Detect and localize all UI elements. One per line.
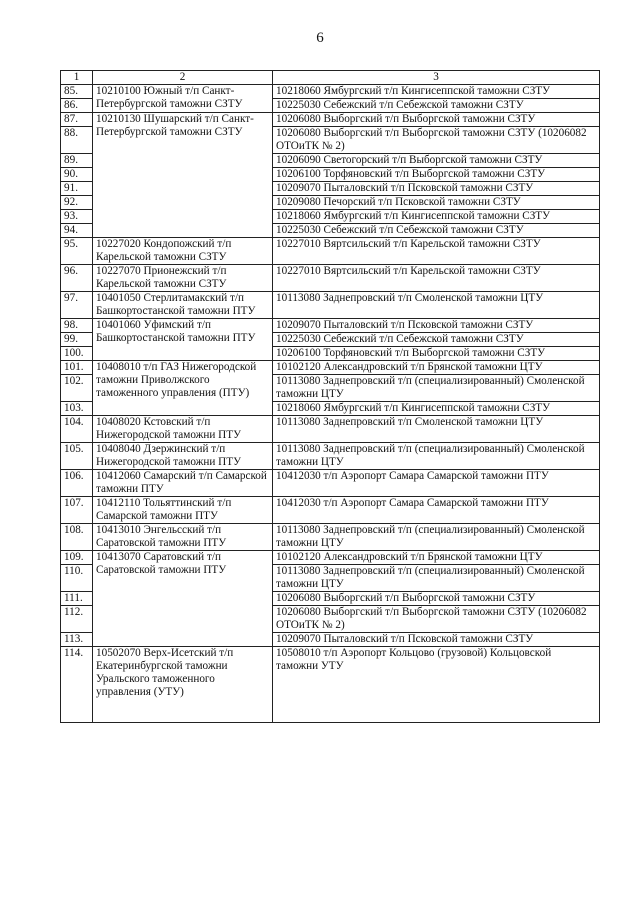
source-post: 10412060 Самарский т/п Самарской таможни ПТУ [93, 470, 273, 497]
destination-post: 10227010 Вяртсильский т/п Карельской таможни СЗТУ [273, 265, 600, 292]
destination-post: 10218060 Ямбургский т/п Кингисеппской таможни СЗТУ [273, 402, 600, 416]
destination-post: 10225030 Себежский т/п Себежской таможни СЗТУ [273, 333, 600, 347]
row-number: 110. [61, 565, 93, 592]
destination-post: 10113080 Заднепровский т/п Смоленской таможни ЦТУ [273, 292, 600, 319]
row-number: 108. [61, 524, 93, 551]
row-number: 104. [61, 416, 93, 443]
header-col-3: 3 [273, 71, 600, 85]
row-number: 92. [61, 196, 93, 210]
destination-post: 10113080 Заднепровский т/п (специализированный) Смоленской таможни ЦТУ [273, 565, 600, 592]
table-header-row [61, 71, 600, 85]
destination-post: 10508010 т/п Аэропорт Кольцово (грузовой) Кольцовской таможни УТУ [273, 647, 600, 723]
row-number: 107. [61, 497, 93, 524]
source-post: 10401060 Уфимский т/п Башкортостанской таможни ПТУ [93, 319, 273, 361]
destination-post: 10218060 Ямбургский т/п Кингисеппской таможни СЗТУ [273, 85, 600, 99]
destination-post: 10209070 Пыталовский т/п Псковской таможни СЗТУ [273, 633, 600, 647]
destination-post: 10209080 Печорский т/п Псковской таможни СЗТУ [273, 196, 600, 210]
row-number: 94. [61, 224, 93, 238]
source-post: 10408010 т/п ГАЗ Нижегородской таможни Приволжского таможенного управления (ПТУ) [93, 361, 273, 416]
destination-post: 10206100 Торфяновский т/п Выборгской таможни СЗТУ [273, 168, 600, 182]
row-number: 106. [61, 470, 93, 497]
source-post: 10413010 Энгельсский т/п Саратовской таможни ПТУ [93, 524, 273, 551]
row-number: 87. [61, 113, 93, 127]
row-number: 112. [61, 606, 93, 633]
destination-post: 10209070 Пыталовский т/п Псковской таможни СЗТУ [273, 182, 600, 196]
destination-post: 10113080 Заднепровский т/п Смоленской таможни ЦТУ [273, 416, 600, 443]
destination-post: 10218060 Ямбургский т/п Кингисеппской таможни СЗТУ [273, 210, 600, 224]
row-number: 101. [61, 361, 93, 375]
destination-post: 10225030 Себежский т/п Себежской таможни СЗТУ [273, 99, 600, 113]
table-row [61, 238, 600, 265]
source-post: 10413070 Саратовский т/п Саратовской таможни ПТУ [93, 551, 273, 647]
source-post: 10408020 Кстовский т/п Нижегородской таможни ПТУ [93, 416, 273, 443]
destination-post: 10225030 Себежский т/п Себежской таможни СЗТУ [273, 224, 600, 238]
destination-post: 10209070 Пыталовский т/п Псковской таможни СЗТУ [273, 319, 600, 333]
source-post: 10227020 Кондопожский т/п Карельской таможни СЗТУ [93, 238, 273, 265]
row-number: 99. [61, 333, 93, 347]
destination-post: 10206080 Выборгский т/п Выборгской таможни СЗТУ [273, 592, 600, 606]
row-number: 113. [61, 633, 93, 647]
row-number: 103. [61, 402, 93, 416]
row-number: 95. [61, 238, 93, 265]
source-post: 10210100 Южный т/п Санкт-Петербургской таможни СЗТУ [93, 85, 273, 113]
table-row [61, 524, 600, 551]
row-number: 86. [61, 99, 93, 113]
destination-post: 10412030 т/п Аэропорт Самара Самарской таможни ПТУ [273, 497, 600, 524]
row-number: 96. [61, 265, 93, 292]
destination-post: 10113080 Заднепровский т/п (специализированный) Смоленской таможни ЦТУ [273, 443, 600, 470]
row-number: 93. [61, 210, 93, 224]
destination-post: 10102120 Александровский т/п Брянской таможни ЦТУ [273, 361, 600, 375]
destination-post: 10113080 Заднепровский т/п (специализированный) Смоленской таможни ЦТУ [273, 375, 600, 402]
table-row [61, 416, 600, 443]
page-number: 6 [316, 30, 324, 46]
row-number: 88. [61, 127, 93, 154]
source-post: 10227070 Прионежский т/п Карельской таможни СЗТУ [93, 265, 273, 292]
destination-post: 10412030 т/п Аэропорт Самара Самарской таможни ПТУ [273, 470, 600, 497]
header-col-2: 2 [93, 71, 273, 85]
source-post: 10412110 Тольяттинский т/п Самарской таможни ПТУ [93, 497, 273, 524]
destination-post: 10206090 Светогорский т/п Выборгской таможни СЗТУ [273, 154, 600, 168]
row-number: 105. [61, 443, 93, 470]
table-row [61, 497, 600, 524]
customs-routes-table [60, 70, 600, 723]
row-number: 98. [61, 319, 93, 333]
source-post: 10502070 Верх-Исетский т/п Екатеринбургской таможни Уральского таможенного управления (УТУ) [93, 647, 273, 723]
table-row [61, 292, 600, 319]
table-row [61, 265, 600, 292]
destination-post: 10206080 Выборгский т/п Выборгской таможни СЗТУ (10206082 ОТОиТК № 2) [273, 606, 600, 633]
row-number: 109. [61, 551, 93, 565]
row-number: 97. [61, 292, 93, 319]
row-number: 90. [61, 168, 93, 182]
table-row [61, 113, 600, 127]
destination-post: 10227010 Вяртсильский т/п Карельской таможни СЗТУ [273, 238, 600, 265]
row-number: 85. [61, 85, 93, 99]
destination-post: 10206080 Выборгский т/п Выборгской таможни СЗТУ (10206082 ОТОиТК № 2) [273, 127, 600, 154]
row-number: 111. [61, 592, 93, 606]
source-post: 10408040 Дзержинский т/п Нижегородской таможни ПТУ [93, 443, 273, 470]
row-number: 114. [61, 647, 93, 723]
table-row [61, 85, 600, 99]
table-row [61, 319, 600, 333]
table-row [61, 551, 600, 565]
row-number: 91. [61, 182, 93, 196]
source-post: 10401050 Стерлитамакский т/п Башкортостанской таможни ПТУ [93, 292, 273, 319]
row-number: 100. [61, 347, 93, 361]
row-number: 89. [61, 154, 93, 168]
table-row [61, 470, 600, 497]
source-post: 10210130 Шушарский т/п Санкт-Петербургской таможни СЗТУ [93, 113, 273, 238]
header-col-1: 1 [61, 71, 93, 85]
table-row [61, 361, 600, 375]
destination-post: 10206080 Выборгский т/п Выборгской таможни СЗТУ [273, 113, 600, 127]
table-row [61, 443, 600, 470]
destination-post: 10113080 Заднепровский т/п (специализированный) Смоленской таможни ЦТУ [273, 524, 600, 551]
table-row [61, 647, 600, 723]
destination-post: 10102120 Александровский т/п Брянской таможни ЦТУ [273, 551, 600, 565]
destination-post: 10206100 Торфяновский т/п Выборгской таможни СЗТУ [273, 347, 600, 361]
row-number: 102. [61, 375, 93, 402]
